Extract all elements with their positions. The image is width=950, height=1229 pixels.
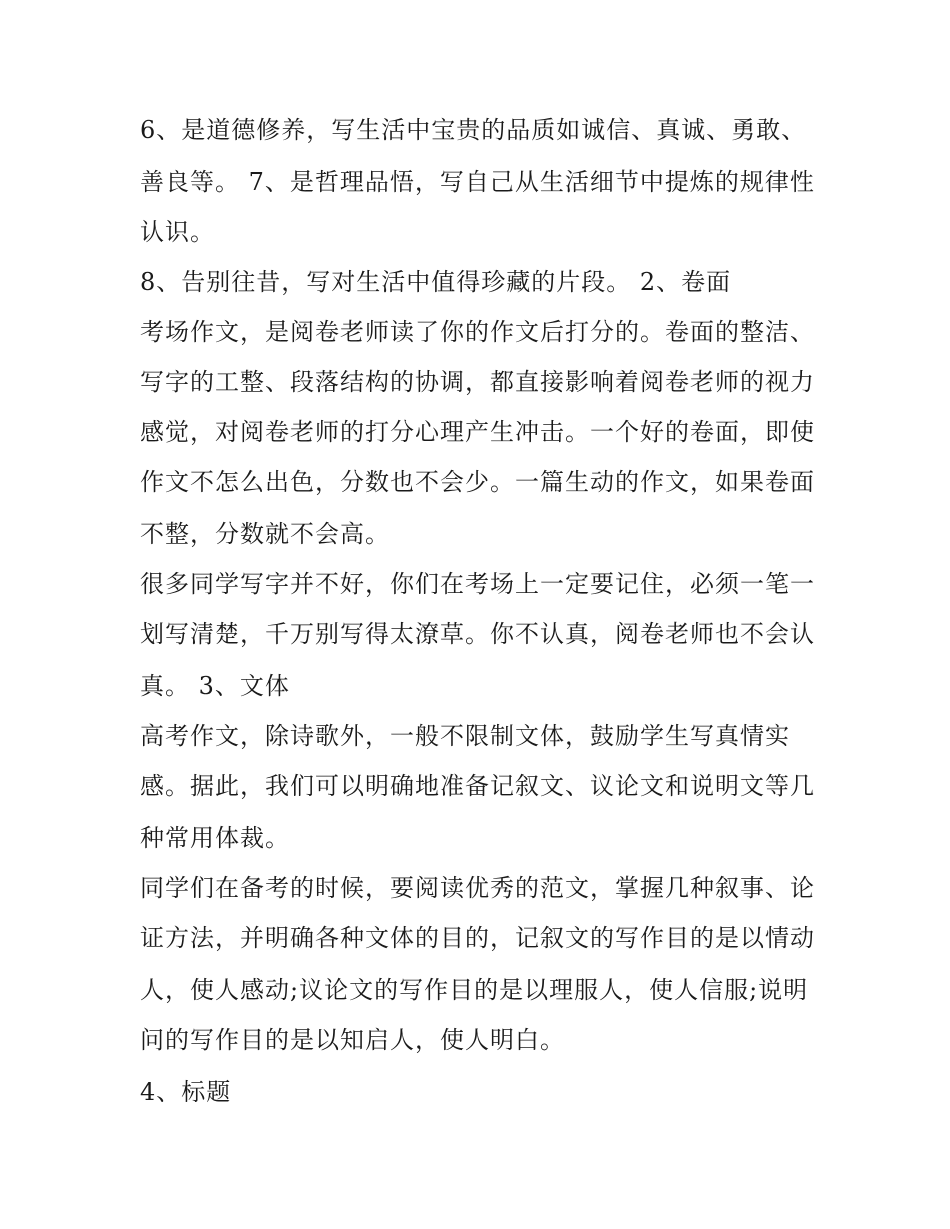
text-line: 感觉，对阅卷老师的打分心理产生冲击。一个好的卷面，即使	[140, 418, 815, 446]
text-line: 6、是道德修养，写生活中宝贵的品质如诚信、真诚、勇敢、	[140, 116, 807, 144]
text-line: 写字的工整、段落结构的协调，都直接影响着阅卷老师的视力	[140, 368, 815, 396]
text-line: 高考作文，除诗歌外，一般不限制文体，鼓励学生写真情实	[140, 722, 790, 750]
text-line: 不整，分数就不会高。	[140, 520, 390, 548]
text-line: 考场作文，是阅卷老师读了你的作文后打分的。卷面的整洁、	[140, 318, 815, 346]
text-line: 感。据此，我们可以明确地准备记叙文、议论文和说明文等几	[140, 772, 815, 800]
text-line: 证方法，并明确各种文体的目的，记叙文的写作目的是以情动	[140, 924, 815, 952]
text-line: 善良等。 7、是哲理品悟，写自己从生活细节中提炼的规律性	[140, 168, 815, 196]
text-line: 种常用体裁。	[140, 824, 290, 852]
text-line: 划写清楚，千万别写得太潦草。你不认真，阅卷老师也不会认	[140, 620, 815, 648]
section-heading-line: 4、标题	[140, 1078, 232, 1106]
section-heading-line: 真。 3、文体	[140, 672, 290, 700]
text-line: 作文不怎么出色，分数也不会少。一篇生动的作文，如果卷面	[140, 468, 815, 496]
text-line: 同学们在备考的时候，要阅读优秀的范文，掌握几种叙事、论	[140, 874, 815, 902]
text-line: 认识。	[140, 218, 215, 246]
text-line: 人，使人感动;议论文的写作目的是以理服人，使人信服;说明	[140, 976, 809, 1004]
section-heading-line: 8、告别往昔，写对生活中值得珍藏的片段。 2、卷面	[140, 268, 732, 296]
text-line: 问的写作目的是以知启人，使人明白。	[140, 1026, 565, 1054]
text-line: 很多同学写字并不好，你们在考场上一定要记住，必须一笔一	[140, 570, 815, 598]
